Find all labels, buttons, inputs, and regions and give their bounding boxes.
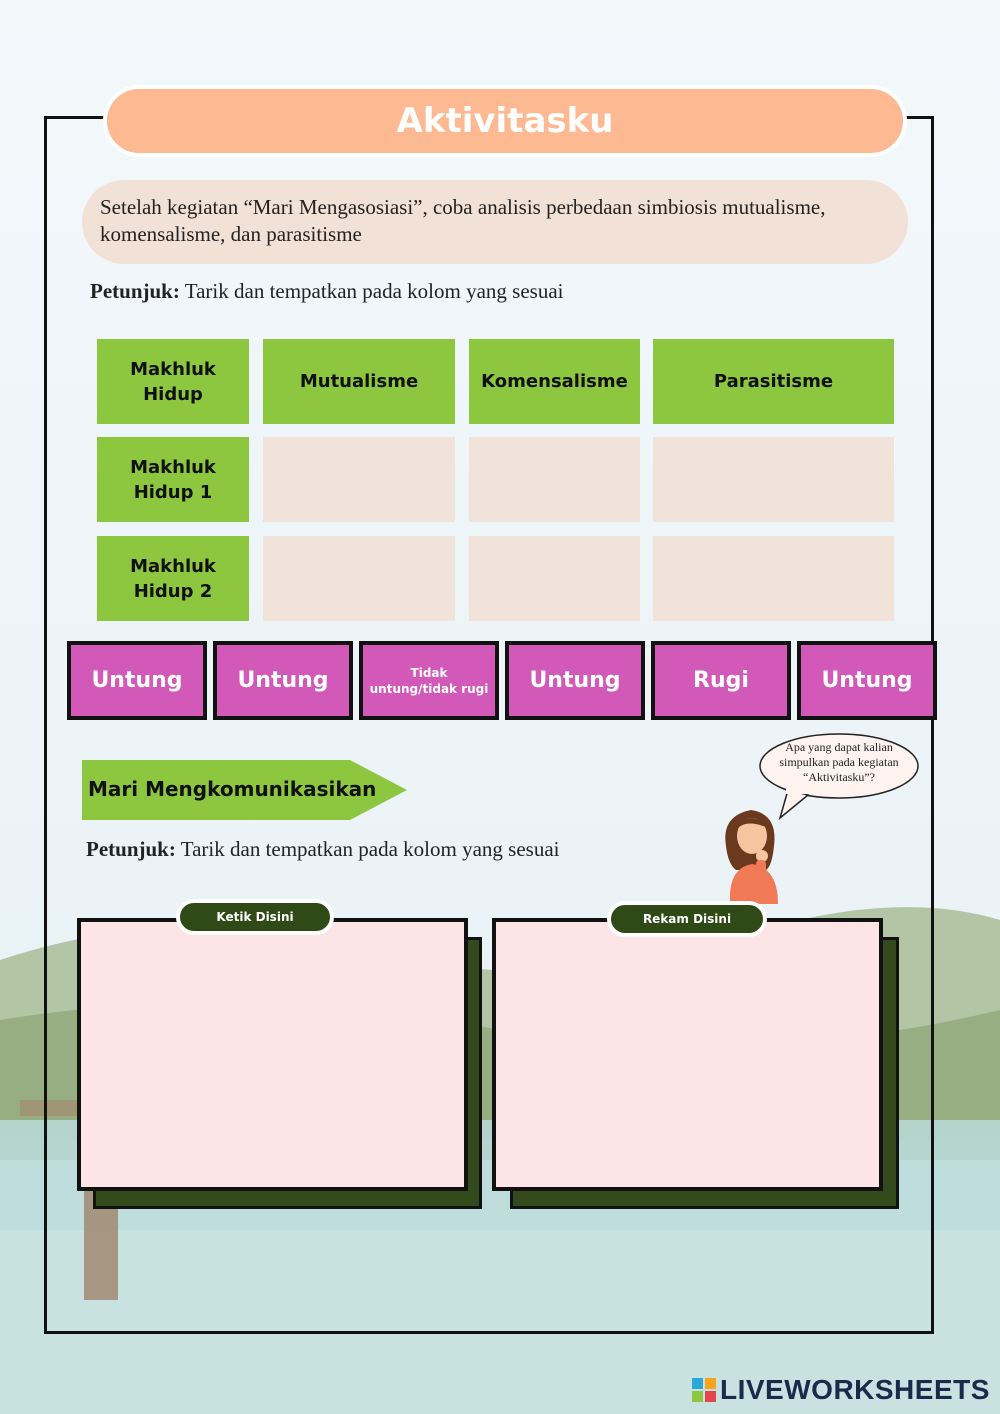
header-makhluk-hidup: Makhluk Hidup (97, 339, 249, 424)
drag-chip-untung[interactable]: Untung (67, 641, 207, 720)
drop-zone-r2-mutualisme[interactable] (263, 536, 455, 621)
header-komensalisme: Komensalisme (469, 339, 640, 424)
header-mutualisme: Mutualisme (263, 339, 455, 424)
instruction-text: Tarik dan tempatkan pada kolom yang sesuai (184, 279, 564, 303)
record-here-button[interactable]: Rekam Disini (607, 901, 767, 937)
drop-zone-r1-mutualisme[interactable] (263, 437, 455, 522)
drag-chip-tidak-untung-tidak-rugi[interactable]: Tidak untung/tidak rugi (359, 641, 499, 720)
instruction-label: Petunjuk: (90, 279, 180, 303)
instruction-2 (86, 837, 559, 862)
drag-chip-untung[interactable]: Untung (505, 641, 645, 720)
drag-chip-untung[interactable]: Untung (797, 641, 937, 720)
drop-zone-r2-parasitisme[interactable] (653, 536, 894, 621)
instruction-text: Tarik dan tempatkan pada kolom yang sesuai (180, 837, 560, 861)
bubble-question: Apa yang dapat kalian simpulkan pada kegiatan “Aktivitasku”? (779, 740, 899, 784)
liveworksheets-logo (692, 1374, 990, 1406)
row-label-makhluk-hidup-2: Makhluk Hidup 2 (97, 536, 249, 621)
record-answer-box[interactable] (492, 918, 883, 1191)
header-parasitisme: Parasitisme (653, 339, 894, 424)
row-label-makhluk-hidup-1: Makhluk Hidup 1 (97, 437, 249, 522)
liveworksheets-icon (692, 1378, 716, 1402)
title-banner (103, 85, 907, 157)
drag-chip-rugi[interactable]: Rugi (651, 641, 791, 720)
section-title: Mari Mengkomunikasikan (88, 777, 377, 801)
instruction-1 (90, 279, 563, 304)
thinking-girl-illustration (716, 806, 786, 904)
text-answer-box[interactable] (77, 918, 468, 1191)
intro-text: Setelah kegiatan “Mari Mengasosiasi”, coba analisis perbedaan simbiosis mutualisme, komensalisme, dan parasitisme (82, 180, 908, 264)
type-here-label: Ketik Disini (176, 899, 334, 935)
section-banner (82, 760, 407, 820)
instruction-label: Petunjuk: (86, 837, 176, 861)
drag-chip-untung[interactable]: Untung (213, 641, 353, 720)
drop-zone-r1-komensalisme[interactable] (469, 437, 640, 522)
page-title: Aktivitasku (396, 101, 614, 141)
drop-zone-r1-parasitisme[interactable] (653, 437, 894, 522)
drop-zone-r2-komensalisme[interactable] (469, 536, 640, 621)
brand-name: LIVEWORKSHEETS (720, 1374, 990, 1405)
